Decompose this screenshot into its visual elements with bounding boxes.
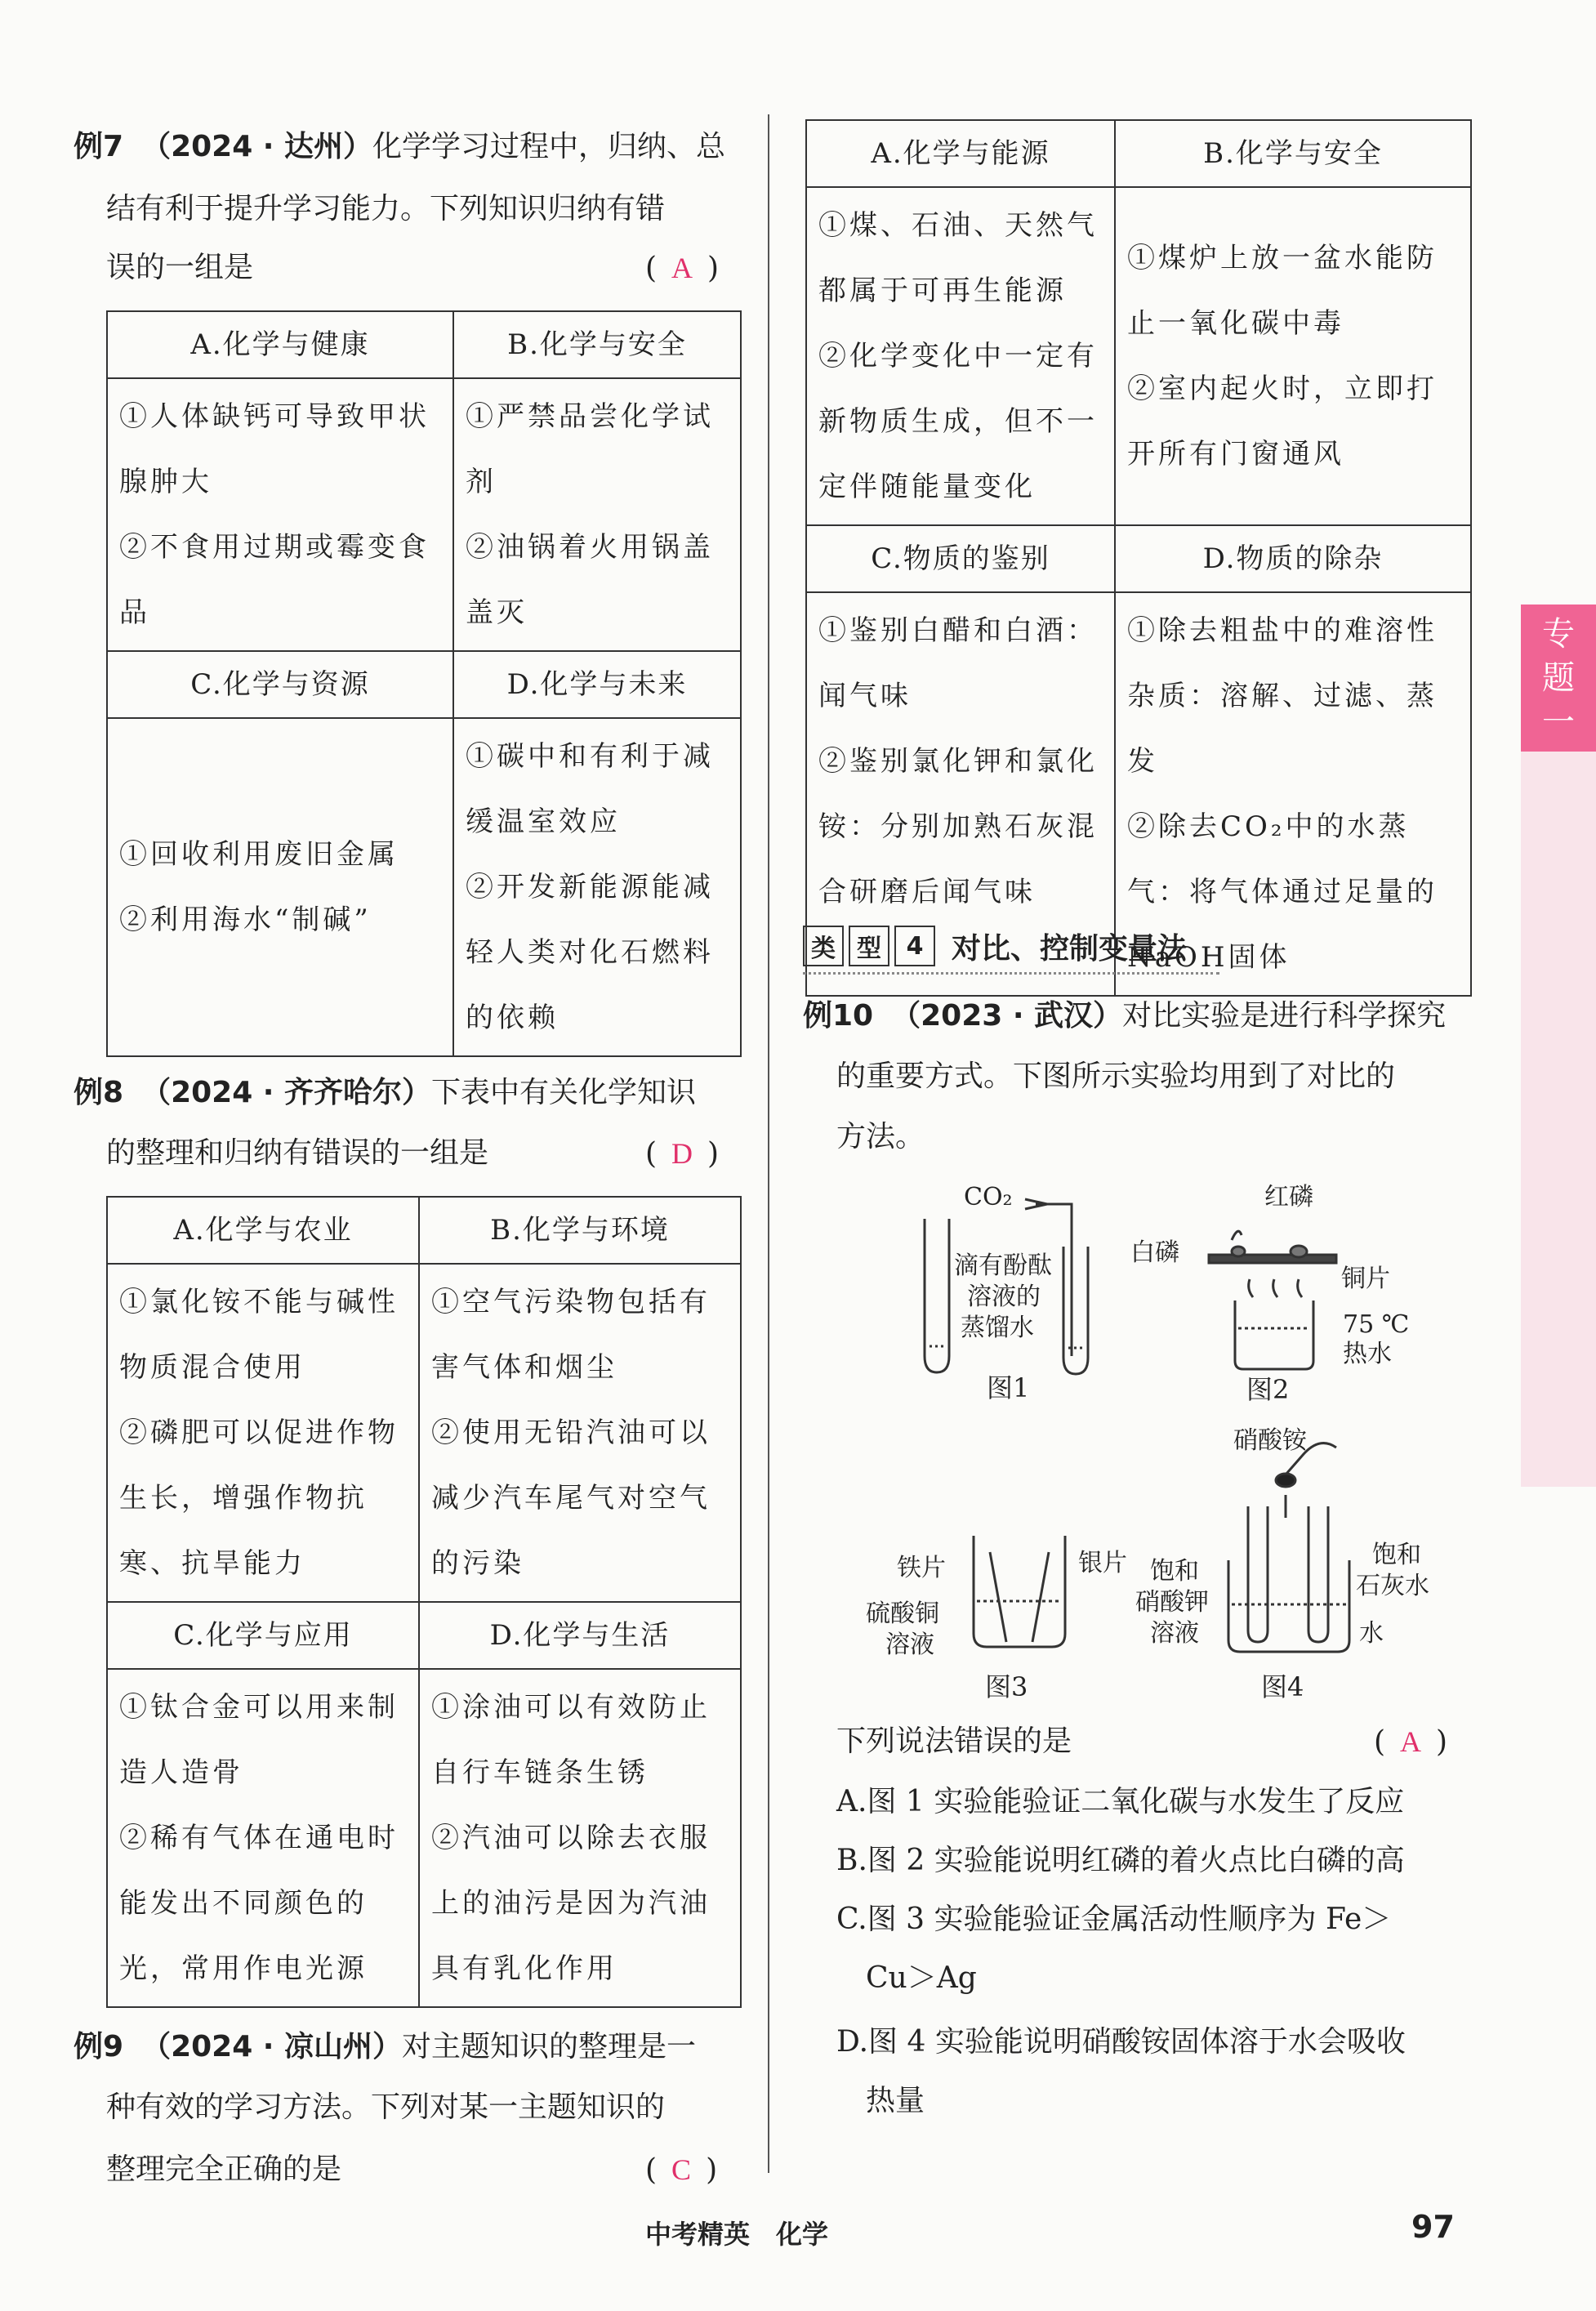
example-number: 例10 [803,999,874,1033]
spoon-bowl [1276,1474,1295,1487]
label-right-tube: 饱和 [1372,1541,1421,1569]
figure2-drawing [1209,1231,1336,1369]
table-header: A.化学与农业 [107,1197,419,1264]
example-number: 例9 [74,2030,124,2063]
type-title: 对比、控制变量法 [952,931,1188,966]
option-d: D.图 4 实验能说明硝酸铵固体溶于水会吸收 [836,2025,1406,2059]
example-source: （2024 · 齐齐哈尔） [141,1076,432,1109]
example10-line: 的重要方式。下图所示实验均用到了对比的 [836,1060,1396,1093]
table-header: D.化学与生活 [419,1602,741,1669]
example7-line: 误的一组是 [106,251,254,284]
side-tab-char: 一 [1542,703,1575,741]
answer: C [671,2153,692,2186]
table-item: ①煤、石油、天然气都属于可再生能源 [818,209,1098,307]
beaker [974,1536,1065,1647]
example-text: 对主题知识的整理是一 [402,2030,697,2063]
table-item: ②除去CO₂中的水蒸气：将气体通过足量的NaOH固体 [1127,810,1438,974]
table-item: ②化学变化中一定有新物质生成，但不一定伴随能量变化 [818,340,1098,503]
table-item: ①严禁品尝化学试剂 [466,400,714,498]
table-item: ②稀有气体在通电时能发出不同颜色的光，常用作电光源 [119,1822,399,1985]
table-item: ②油锅着火用锅盖盖灭 [466,531,714,629]
label-silver: 银片 [1078,1549,1127,1577]
table-item: ①回收利用废旧金属 [119,838,399,871]
table-item: ①煤炉上放一盆水能防止一氧化碳中毒 [1127,242,1438,340]
figure-caption: 图3 [985,1671,1028,1702]
answer: A [1400,1725,1422,1758]
answer: A [671,252,693,284]
example10-line: 方法。 [836,1120,925,1153]
example-number: 例7 [74,130,124,163]
example-text: 下表中有关化学知识 [431,1076,697,1109]
label-hot-water: 热水 [1343,1340,1392,1368]
table-item: ②使用无铅汽油可以减少汽车尾气对空气的污染 [431,1416,711,1580]
option-d-continued: 热量 [866,2084,925,2117]
example9-line: 种有效的学习方法。下列对某一主题知识的 [106,2090,666,2124]
test-tube-left [925,1219,949,1372]
example8-line: 的整理和归纳有错误的一组是 [106,1136,489,1170]
table-header: C.化学与资源 [107,651,453,718]
option-b: B.图 2 实验能说明红磷的着火点比白磷的高 [836,1844,1405,1877]
table-header: B.化学与安全 [453,311,741,378]
label-solution: 溶液 [885,1631,934,1659]
table-item: ①空气污染物包括有害气体和烟尘 [431,1286,711,1384]
label-white-phosphorus: 白磷 [1130,1238,1179,1267]
label-left-tube: 硝酸钾 [1135,1588,1209,1617]
label-liquid: 滴有酚酞 [954,1251,1052,1280]
table-item: ②鉴别氯化钾和氯化铵：分别加熟石灰混合研磨后闻气味 [818,745,1098,908]
table-item: ②利用海水“制碱” [119,903,372,936]
option-c-continued: Cu＞Ag [866,1961,977,1995]
beaker [1228,1560,1349,1652]
table-item: ①人体缺钙可导致甲状腺肿大 [119,400,430,498]
label-gas: CO₂ [964,1183,1013,1211]
table-item: ②开发新能源能减轻人类对化石燃料的依赖 [466,871,714,1034]
table-item: ②磷肥可以促进作物生长，增强作物抗寒、抗旱能力 [119,1416,399,1580]
test-tube-right [1063,1247,1088,1374]
label-water: 水 [1359,1619,1384,1648]
table-item: ②不食用过期或霉变食品 [119,531,430,629]
side-tab-char: 题 [1542,659,1575,697]
example-text: 化学学习过程中，归纳、总 [372,130,726,163]
label-liquid: 蒸馏水 [961,1314,1034,1342]
table-header: A.化学与健康 [107,311,453,378]
table-item: ①鉴别白醋和白酒：闻气味 [818,614,1098,712]
label-red-phosphorus: 红磷 [1264,1183,1313,1211]
example10-question: 下列说法错误的是 [836,1724,1072,1758]
option-c: C.图 3 实验能验证金属活动性顺序为 Fe＞ [836,1903,1392,1936]
silver-strip [1032,1552,1049,1642]
test-tube-left [1248,1506,1268,1642]
table-item: ①涂油可以有效防止自行车链条生锈 [431,1691,711,1789]
footer-book-title: 中考精英 化学 [645,2219,829,2250]
table-item: ①除去粗盐中的难溶性杂质：溶解、过滤、蒸发 [1127,614,1438,778]
side-tab-char: 专 [1542,615,1575,653]
label-liquid: 溶液的 [967,1283,1041,1311]
test-tube-right [1308,1506,1328,1642]
table-header: C.化学与应用 [107,1602,419,1669]
type-number: 4 [894,926,935,966]
table-item: ①钛合金可以用来制造人造骨 [119,1691,399,1789]
answer-slot: ( C ) [645,2153,718,2187]
figure-caption: 图2 [1246,1374,1290,1405]
label-left-tube: 饱和 [1150,1557,1199,1586]
label-temperature: 75 ℃ [1343,1310,1410,1339]
example-number: 例8 [74,1076,124,1109]
label-iron: 铁片 [897,1554,946,1582]
table-item: ①氯化铵不能与碱性物质混合使用 [119,1286,399,1384]
type-label: 类 [803,926,844,966]
table-item: ②室内起火时，立即打开所有门窗通风 [1127,373,1438,471]
page-number: 97 [1411,2209,1455,2245]
figure-caption: 图1 [987,1372,1030,1403]
label-copper-sheet: 铜片 [1341,1265,1390,1293]
table-header: D.化学与未来 [453,651,741,718]
example9-line: 整理完全正确的是 [106,2153,342,2186]
copper-sheet [1209,1255,1336,1263]
example-text: 对比实验是进行科学探究 [1122,999,1447,1033]
beaker [1235,1300,1313,1369]
example-source: （2023 · 武汉） [891,999,1123,1033]
label-left-tube: 溶液 [1150,1619,1199,1648]
figure4-drawing [1228,1443,1349,1652]
figure-caption: 图4 [1261,1671,1304,1702]
example-source: （2024 · 凉山州） [141,2030,403,2063]
answer-slot: ( A ) [1374,1725,1448,1759]
label-right-tube: 石灰水 [1356,1572,1429,1600]
table-header: D.物质的除杂 [1115,525,1471,592]
example-source: （2024 · 达州） [141,130,373,163]
figure3-drawing [974,1536,1065,1647]
label-solution: 硫酸铜 [866,1599,939,1628]
table-header: B.化学与环境 [419,1197,741,1264]
white-phosphorus [1232,1247,1245,1256]
table-item: ①碳中和有利于减缓温室效应 [466,740,714,838]
type-label: 型 [849,926,889,966]
iron-strip [990,1552,1006,1642]
answer-slot: ( D ) [645,1137,720,1171]
table-header: C.物质的鉴别 [806,525,1115,592]
answer-slot: ( A ) [645,252,720,285]
label-ammonium-nitrate: 硝酸铵 [1233,1426,1307,1455]
flame [1232,1231,1242,1240]
option-a: A.图 1 实验能验证二氧化碳与水发生了反应 [836,1785,1405,1818]
answer: D [671,1137,693,1170]
table-header: B.化学与安全 [1115,120,1471,187]
table-header: A.化学与能源 [806,120,1115,187]
example7-line: 结有利于提升学习能力。下列知识归纳有错 [106,192,666,225]
red-phosphorus [1291,1246,1307,1257]
table-item: ②汽油可以除去衣服上的油污是因为汽油具有乳化作用 [431,1822,711,1985]
